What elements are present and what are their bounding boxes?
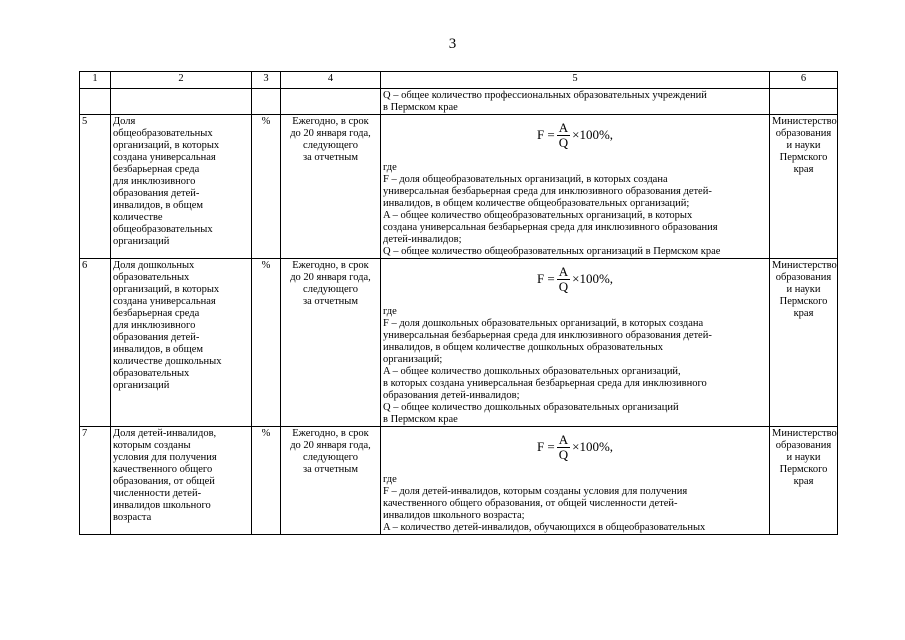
period: Ежегодно, в срок до 20 января года, следующего за отчетным bbox=[281, 259, 381, 427]
indicator-name bbox=[111, 89, 252, 115]
responsible: Министерство образования и науки Пермского края bbox=[770, 115, 838, 259]
table-row bbox=[80, 259, 838, 427]
formula-cell bbox=[381, 115, 770, 259]
responsible: Министерство образования и науки Пермского края bbox=[770, 259, 838, 427]
formula-denominator: Q bbox=[558, 278, 569, 294]
formula-fraction bbox=[557, 433, 570, 462]
formula-cell bbox=[381, 89, 770, 115]
period: Ежегодно, в срок до 20 января года, следующего за отчетным bbox=[281, 427, 381, 535]
formula-rhs: ×100%, bbox=[572, 127, 614, 142]
formula-lhs: F = bbox=[536, 127, 555, 142]
formula-cell bbox=[381, 427, 770, 535]
formula-description: где F – доля детей-инвалидов, которым созданы условия для получения качественного общего образования, от общей численности детей- инвалидов школьного возраста; A – количество детей-инвалидов, обучающихся в общеобразовательных bbox=[383, 474, 706, 533]
row-number: 7 bbox=[80, 427, 111, 535]
period: Ежегодно, в срок до 20 января года, следующего за отчетным bbox=[281, 115, 381, 259]
formula-description: где F – доля дошкольных образовательных организаций, в которых создана универсальная безбарьерная среда для инклюзивного образования детей- инвалидов, в общем количестве дошкольных образовательных организаций; A – общее количество дошкольных образовательных организаций, в которых создана универсальная безбарьерная среда для инклюзивного образования детей-инвалидов; Q – общее количество дошкольных образовательных организаций в Пермском крае bbox=[383, 306, 712, 425]
unit bbox=[252, 89, 281, 115]
header-cell: 3 bbox=[252, 72, 281, 89]
indicators-table bbox=[79, 71, 838, 535]
row-number: 5 bbox=[80, 115, 111, 259]
formula-description: где F – доля общеобразовательных организаций, в которых создана универсальная безбарьерная среда для инклюзивного образования детей- инвалидов, в общем количестве общеобразовательных организаций; A – общее количество общеобразовательных организаций, в которых создана универсальная безбарьерная среда для инклюзивного образования детей-инвалидов; Q – общее количество общеобразовательных организаций в Пермском крае bbox=[383, 162, 721, 257]
header-cell: 2 bbox=[111, 72, 252, 89]
formula-fraction bbox=[557, 265, 570, 294]
indicator-name: Доля общеобразовательных организаций, в которых создана универсальная безбарьерная среда для инклюзивного образования детей- инвалидов, в общем количестве общеобразовательных организаций bbox=[111, 115, 252, 259]
formula bbox=[383, 116, 767, 154]
row-number: 6 bbox=[80, 259, 111, 427]
formula-lhs: F = bbox=[536, 271, 555, 286]
formula bbox=[383, 428, 767, 466]
page-number: 3 bbox=[448, 36, 457, 52]
header-cell: 4 bbox=[281, 72, 381, 89]
unit: % bbox=[252, 115, 281, 259]
responsible: Министерство образования и науки Пермского края bbox=[770, 427, 838, 535]
unit: % bbox=[252, 427, 281, 535]
header-cell: 6 bbox=[770, 72, 838, 89]
formula-fraction bbox=[557, 121, 570, 150]
header-row bbox=[80, 72, 838, 89]
period bbox=[281, 89, 381, 115]
indicator-name: Доля дошкольных образовательных организаций, в которых создана универсальная безбарьерная среда для инклюзивного образования детей- инвалидов, в общем количестве дошкольных образовательных организаций bbox=[111, 259, 252, 427]
table-row bbox=[80, 89, 838, 115]
unit: % bbox=[252, 259, 281, 427]
header-cell: 1 bbox=[80, 72, 111, 89]
formula-lhs: F = bbox=[536, 439, 555, 454]
table-row bbox=[80, 427, 838, 535]
formula-denominator: Q bbox=[558, 446, 569, 462]
responsible bbox=[770, 89, 838, 115]
formula-numerator: A bbox=[558, 119, 569, 135]
header-cell: 5 bbox=[381, 72, 770, 89]
formula-rhs: ×100%, bbox=[572, 439, 614, 454]
formula-cell bbox=[381, 259, 770, 427]
formula-numerator: A bbox=[558, 431, 569, 447]
formula-denominator: Q bbox=[558, 134, 569, 150]
formula-description: Q – общее количество профессиональных образовательных учреждений в Пермском крае bbox=[383, 90, 707, 113]
formula-numerator: A bbox=[558, 263, 569, 279]
row-number bbox=[80, 89, 111, 115]
table-row bbox=[80, 115, 838, 259]
indicator-name: Доля детей-инвалидов, которым созданы условия для получения качественного общего образования, от общей численности детей- инвалидов школьного возраста bbox=[111, 427, 252, 535]
formula-rhs: ×100%, bbox=[572, 271, 614, 286]
formula bbox=[383, 260, 767, 298]
